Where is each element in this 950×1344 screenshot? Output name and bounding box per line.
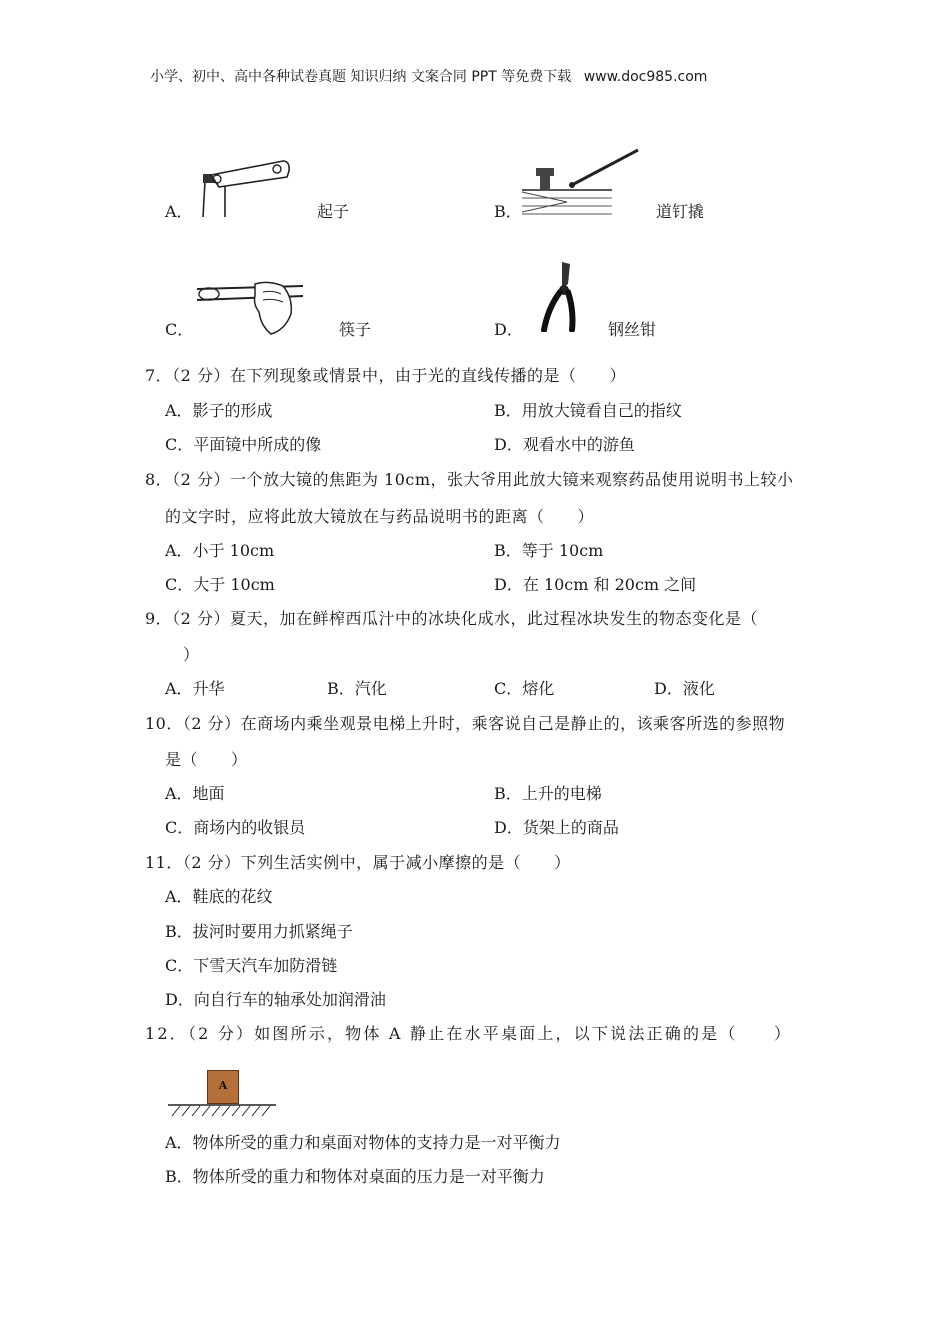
- q7-option-b: B．用放大镜看自己的指纹: [494, 401, 682, 420]
- table-surface: [168, 1104, 276, 1118]
- q8-option-d: D．在 10cm 和 20cm 之间: [494, 575, 697, 594]
- q11-option-d: D．向自行车的轴承处加润滑油: [165, 990, 386, 1009]
- bottle-opener-icon: [197, 157, 291, 217]
- q11-option-a: A．鞋底的花纹: [165, 887, 273, 906]
- q8-stem-line2: 的文字时，应将此放大镜放在与药品说明书的距离（ ）: [165, 507, 595, 526]
- q9-stem-line2: ）: [183, 645, 200, 664]
- q6-option-c-caption: 筷子: [339, 320, 372, 339]
- header-text: 小学、初中、高中各种试卷真题 知识归纳 文案合同 PPT 等免费下载: [150, 69, 572, 85]
- q6-option-c-letter: C．: [165, 320, 194, 339]
- header-url[interactable]: www.doc985.com: [583, 69, 708, 85]
- block-a-label: A: [218, 1079, 228, 1092]
- q7-option-d: D．观看水中的游鱼: [494, 435, 635, 454]
- q7-option-c: C．平面镜中所成的像: [165, 435, 322, 454]
- q11-stem: 11．（2 分）下列生活实例中，属于减小摩擦的是（ ）: [145, 853, 571, 872]
- q11-option-c: C．下雪天汽车加防滑链: [165, 956, 338, 975]
- q9-option-a: A．升华: [165, 679, 225, 698]
- q10-option-d: D．货架上的商品: [494, 818, 619, 837]
- q6-option-d-caption: 钢丝钳: [608, 320, 657, 339]
- q10-option-b: B．上升的电梯: [494, 784, 602, 803]
- q12-option-a: A．物体所受的重力和桌面对物体的支持力是一对平衡力: [165, 1133, 561, 1152]
- q9-option-c: C．熔化: [494, 679, 555, 698]
- q9-option-d: D．液化: [654, 679, 715, 698]
- spike-lever-icon: [522, 146, 640, 221]
- q8-option-a: A．小于 10cm: [165, 541, 275, 560]
- q7-stem: 7．（2 分）在下列现象或情景中，由于光的直线传播的是（ ）: [145, 366, 626, 385]
- q6-option-b-caption: 道钉撬: [656, 202, 705, 221]
- q10-stem-line2: 是（ ）: [165, 750, 248, 769]
- q10-stem-line1: 10．（2 分）在商场内乘坐观景电梯上升时，乘客说自己是静止的，该乘客所选的参照物: [145, 714, 786, 733]
- q10-option-c: C．商场内的收银员: [165, 818, 306, 837]
- pliers-icon: [540, 260, 582, 332]
- q9-option-b: B．汽化: [327, 679, 387, 698]
- q6-option-a-letter: A．: [165, 202, 193, 221]
- q6-option-a-caption: 起子: [317, 202, 350, 221]
- q12-stem: 12．（2 分）如图所示，物体 A 静止在水平桌面上，以下说法正确的是（ ）: [145, 1024, 793, 1043]
- block-a: [207, 1070, 239, 1104]
- block-on-table-figure: [168, 1070, 276, 1120]
- q7-option-a: A．影子的形成: [165, 401, 273, 420]
- chopsticks-icon: [193, 276, 303, 338]
- q8-option-c: C．大于 10cm: [165, 575, 275, 594]
- q9-stem-line1: 9．（2 分）夏天，加在鲜榨西瓜汁中的冰块化成水，此过程冰块发生的物态变化是（: [145, 609, 758, 628]
- q6-option-b-letter: B．: [494, 202, 522, 221]
- q8-option-b: B．等于 10cm: [494, 541, 604, 560]
- q11-option-b: B．拔河时要用力抓紧绳子: [165, 922, 353, 941]
- q10-option-a: A．地面: [165, 784, 225, 803]
- q8-stem-line1: 8．（2 分）一个放大镜的焦距为 10cm，张大爷用此放大镜来观察药品使用说明书上较小: [145, 470, 794, 489]
- q12-option-b: B．物体所受的重力和物体对桌面的压力是一对平衡力: [165, 1167, 545, 1186]
- q6-option-d-letter: D．: [494, 320, 523, 339]
- page-header: [150, 67, 707, 87]
